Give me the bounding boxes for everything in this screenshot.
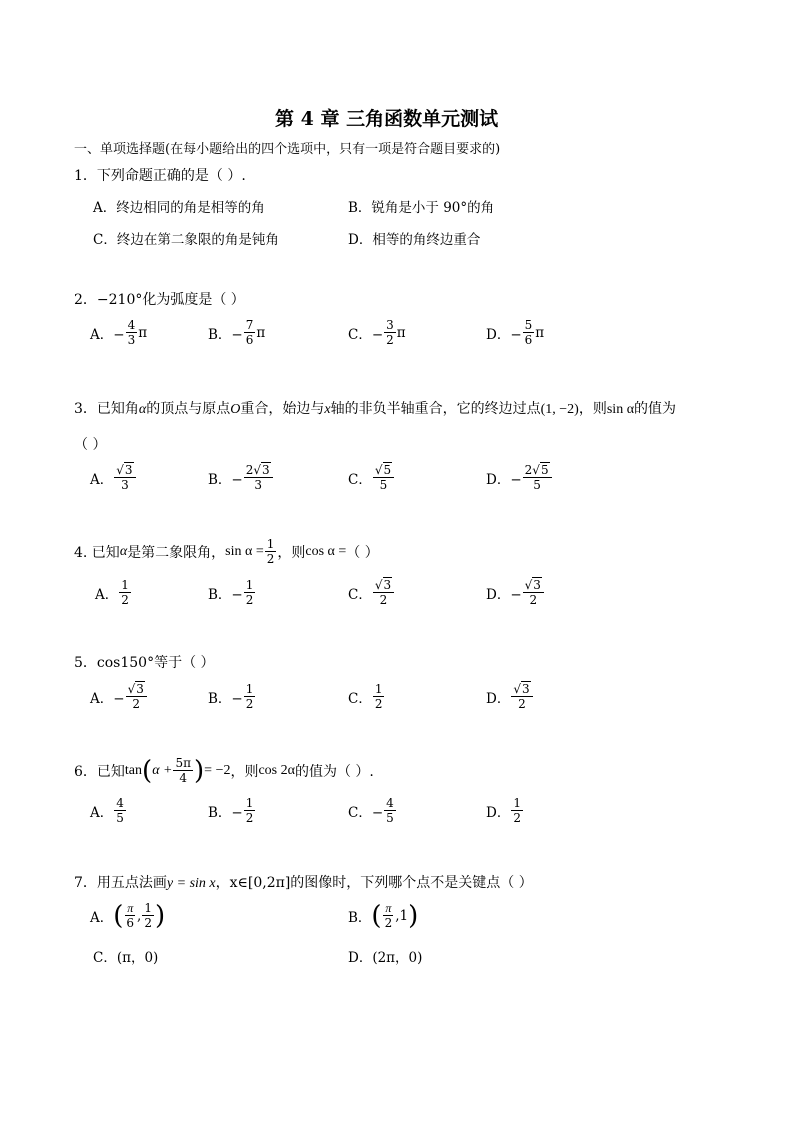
question-3-paren: （ ）: [74, 437, 107, 453]
numerator: [511, 682, 532, 697]
radicand: 3: [533, 578, 541, 592]
numerator: [126, 682, 147, 697]
alpha-symbol: α: [138, 402, 147, 417]
fraction: [126, 682, 147, 711]
radicand: 3: [136, 682, 144, 696]
radicand: 3: [383, 578, 392, 592]
sin-expression: sin α =: [225, 543, 264, 559]
fraction: [114, 463, 135, 492]
option-label: D．: [486, 804, 511, 821]
numerator: [373, 463, 394, 478]
question-3-option-d: [486, 463, 553, 492]
denominator: 3: [127, 333, 136, 347]
numerator: [114, 463, 135, 478]
question-7-option-b: [348, 901, 418, 930]
fraction: [126, 318, 138, 347]
numerator: 1: [266, 537, 275, 551]
question-5-option-d: [486, 682, 534, 711]
radicand: 3: [262, 463, 270, 477]
question-4-stem: [74, 537, 379, 566]
denominator: 2: [513, 811, 521, 825]
numerator: [373, 578, 394, 593]
option-label: D．−: [486, 586, 522, 603]
option-label: C．: [348, 586, 372, 603]
stem-text: 轴的非负半轴重合，它的终边过点: [330, 401, 541, 417]
sqrt: √3: [524, 578, 541, 592]
numerator: 5: [524, 318, 533, 332]
option-label: C．−: [348, 804, 384, 821]
option-label: C．: [348, 690, 372, 707]
fraction: [383, 901, 395, 930]
stem-text: 重合，始边与: [240, 401, 325, 417]
section-heading: 一、单项选择题(在每小题给出的四个选项中，只有一项是符合题目要求的): [74, 142, 501, 157]
question-4-option-d: [486, 578, 545, 607]
numerator: 4: [127, 318, 136, 332]
option-label: D．−: [486, 326, 522, 343]
question-6-option-a: [90, 796, 127, 825]
question-2-option-a: [90, 318, 147, 347]
question-1-option-d: D．相等的角终边重合: [348, 232, 481, 248]
question-7-option-c: C．(π，0): [93, 950, 159, 966]
stem-text: 的值为: [634, 401, 677, 417]
sqrt: √3: [127, 682, 144, 696]
numerator: 1: [245, 796, 254, 810]
question-7-option-a: [90, 901, 165, 930]
numerator: 3: [386, 318, 394, 332]
question-4-option-b: [208, 578, 256, 607]
right-paren: ): [194, 755, 205, 786]
question-1-stem: 1．下列命题正确的是（ ）.: [74, 168, 246, 184]
coefficient: 2: [524, 463, 533, 477]
fraction: [373, 682, 385, 711]
fraction: [511, 796, 523, 825]
denominator: 5: [379, 478, 388, 492]
stem-text: ，则: [230, 763, 259, 780]
denominator: 2: [245, 811, 254, 825]
stem-text: 的值为（ ）.: [294, 763, 374, 780]
numerator: 7: [245, 318, 254, 332]
option-label: A．−: [90, 690, 125, 707]
option-label: A．: [90, 804, 114, 821]
page-title: 第 4 章 三角函数单元测试: [275, 108, 499, 130]
fraction: [119, 578, 131, 607]
numerator: 1: [374, 682, 383, 696]
numerator: [523, 578, 544, 593]
fraction: [244, 463, 273, 492]
question-7-stem: [74, 872, 533, 892]
denominator: 4: [179, 771, 188, 785]
question-4-option-c: [348, 578, 395, 607]
numerator: π: [127, 901, 134, 915]
answer-paren: （ ）: [346, 544, 379, 561]
question-2-stem: 2．−210°化为弧度是（ ）: [74, 292, 245, 308]
sqrt: √3: [253, 463, 270, 477]
option-label: C．−: [348, 326, 384, 343]
sqrt: √5: [374, 463, 392, 477]
question-2-option-c: [348, 318, 406, 347]
stem-text: 是第二象限角，: [127, 544, 226, 561]
right-paren: ): [154, 900, 166, 931]
stem-text: ，则: [277, 544, 306, 561]
radicand: 3: [521, 682, 530, 696]
sqrt: √3: [116, 463, 133, 477]
pi-symbol: π: [138, 324, 148, 341]
stem-text: ，x∈[0,2π]的图像时，下列哪个点不是关键点（ ）: [215, 875, 533, 891]
question-3-option-c: [348, 463, 395, 492]
fraction: [523, 578, 544, 607]
option-label: B．−: [208, 586, 243, 603]
fraction: [384, 318, 396, 347]
option-label: A．: [90, 909, 114, 926]
question-5-option-c: [348, 682, 385, 711]
denominator: 2: [132, 697, 141, 711]
pi-symbol: π: [535, 324, 545, 341]
question-6-option-c: [348, 796, 397, 825]
denominator: 5: [533, 478, 541, 492]
option-label: B．−: [208, 690, 243, 707]
denominator: 5: [386, 811, 394, 825]
numerator: 1: [245, 578, 254, 592]
numerator: 4: [116, 796, 124, 810]
stem-text: 6．已知: [74, 763, 125, 780]
fraction: [373, 463, 394, 492]
numerator: [244, 463, 273, 478]
stem-text: 3．已知角: [74, 401, 139, 417]
denominator: 2: [245, 593, 254, 607]
denominator: 2: [144, 916, 152, 930]
function-expression: y = sin x: [166, 876, 216, 891]
fraction: [244, 796, 256, 825]
cos-expression: cos α =: [305, 543, 347, 559]
fraction: [523, 463, 552, 492]
sqrt: √3: [374, 578, 392, 592]
option-label: A．−: [90, 326, 125, 343]
denominator: 2: [529, 593, 538, 607]
denominator: 2: [518, 697, 526, 711]
numerator: π: [385, 901, 392, 915]
option-label: A．: [95, 586, 119, 603]
left-paren: (: [371, 900, 382, 931]
right-paren: ): [408, 900, 419, 931]
origin-symbol: O: [230, 402, 241, 417]
question-5-option-b: [208, 682, 256, 711]
option-label: D．−: [486, 471, 522, 488]
question-2-option-b: [208, 318, 265, 347]
radicand: 5: [540, 463, 549, 477]
coefficient: 2: [245, 463, 254, 477]
denominator: 6: [245, 333, 254, 347]
cos2a-expression: cos 2α: [258, 762, 295, 778]
stem-text: 的顶点与原点: [146, 401, 231, 417]
question-1-option-c: C．终边在第二象限的角是钝角: [93, 232, 279, 248]
question-6-option-b: [208, 796, 256, 825]
question-5-stem: 5．cos150°等于（ ）: [74, 655, 215, 671]
denominator: 3: [254, 478, 263, 492]
question-1-option-a: A．终边相同的角是相等的角: [93, 200, 265, 216]
stem-text: 7．用五点法画: [74, 875, 167, 891]
question-6-stem: [74, 756, 374, 785]
question-5-option-a: [90, 682, 148, 711]
option-label: D．: [486, 690, 511, 707]
question-1-option-b: B．锐角是小于 90°的角: [348, 200, 495, 216]
option-label: C．: [348, 471, 372, 488]
point-coordinates: (1, −2): [540, 402, 579, 417]
fraction: [142, 901, 154, 930]
fraction: [124, 901, 136, 930]
pi-symbol: π: [396, 324, 406, 341]
question-4-option-a: [95, 578, 132, 607]
option-label: B．−: [208, 471, 243, 488]
denominator: 2: [245, 697, 254, 711]
numerator: 4: [386, 796, 394, 810]
fraction: [114, 796, 126, 825]
denominator: 2: [266, 552, 275, 566]
denominator: 2: [379, 593, 388, 607]
denominator: 6: [524, 333, 533, 347]
numerator: 1: [121, 578, 129, 592]
pi-symbol: π: [256, 324, 266, 341]
fraction: [511, 682, 532, 711]
option-label: B．: [348, 909, 372, 926]
tan-function: tan: [124, 762, 143, 778]
question-2-option-d: [486, 318, 544, 347]
denominator: 2: [374, 697, 383, 711]
inner-expression: α +: [152, 762, 173, 778]
denominator: 6: [126, 916, 135, 930]
radicand: 5: [383, 463, 392, 477]
question-3-stem: [74, 398, 676, 418]
radicand: 3: [124, 463, 133, 477]
alpha-symbol: α: [119, 543, 128, 559]
fraction: [384, 796, 396, 825]
fraction: [523, 318, 535, 347]
denominator: 3: [121, 478, 129, 492]
left-paren: (: [113, 900, 124, 931]
fraction: [244, 682, 256, 711]
question-3-option-b: [208, 463, 274, 492]
fraction: [373, 578, 394, 607]
denominator: 2: [386, 333, 394, 347]
x-symbol: x: [324, 402, 331, 417]
option-label: A．: [90, 471, 114, 488]
equation-rhs: = −2: [204, 762, 231, 778]
numerator: 1: [144, 901, 152, 915]
question-7-option-d: D．(2π，0): [348, 950, 423, 966]
question-6-option-d: [486, 796, 524, 825]
point-tail: ,1: [395, 907, 409, 924]
denominator: 5: [116, 811, 124, 825]
option-label: B．−: [208, 326, 243, 343]
left-paren: (: [142, 755, 153, 786]
fraction: [244, 318, 256, 347]
fraction: [265, 537, 277, 566]
numerator: 1: [245, 682, 254, 696]
numerator: [523, 463, 552, 478]
stem-text: ，则: [578, 401, 607, 417]
numerator: 1: [513, 796, 521, 810]
numerator: 5π: [175, 756, 192, 770]
sin-expression: sin α: [606, 402, 635, 417]
denominator: 2: [121, 593, 129, 607]
comma: ,: [137, 907, 142, 924]
denominator: 2: [384, 916, 393, 930]
option-label: B．−: [208, 804, 243, 821]
stem-text: 4. 已知: [74, 544, 120, 561]
fraction: [244, 578, 256, 607]
sqrt: √3: [513, 682, 530, 696]
sqrt: √5: [532, 463, 549, 477]
question-3-option-a: [90, 463, 137, 492]
fraction: [173, 756, 193, 785]
